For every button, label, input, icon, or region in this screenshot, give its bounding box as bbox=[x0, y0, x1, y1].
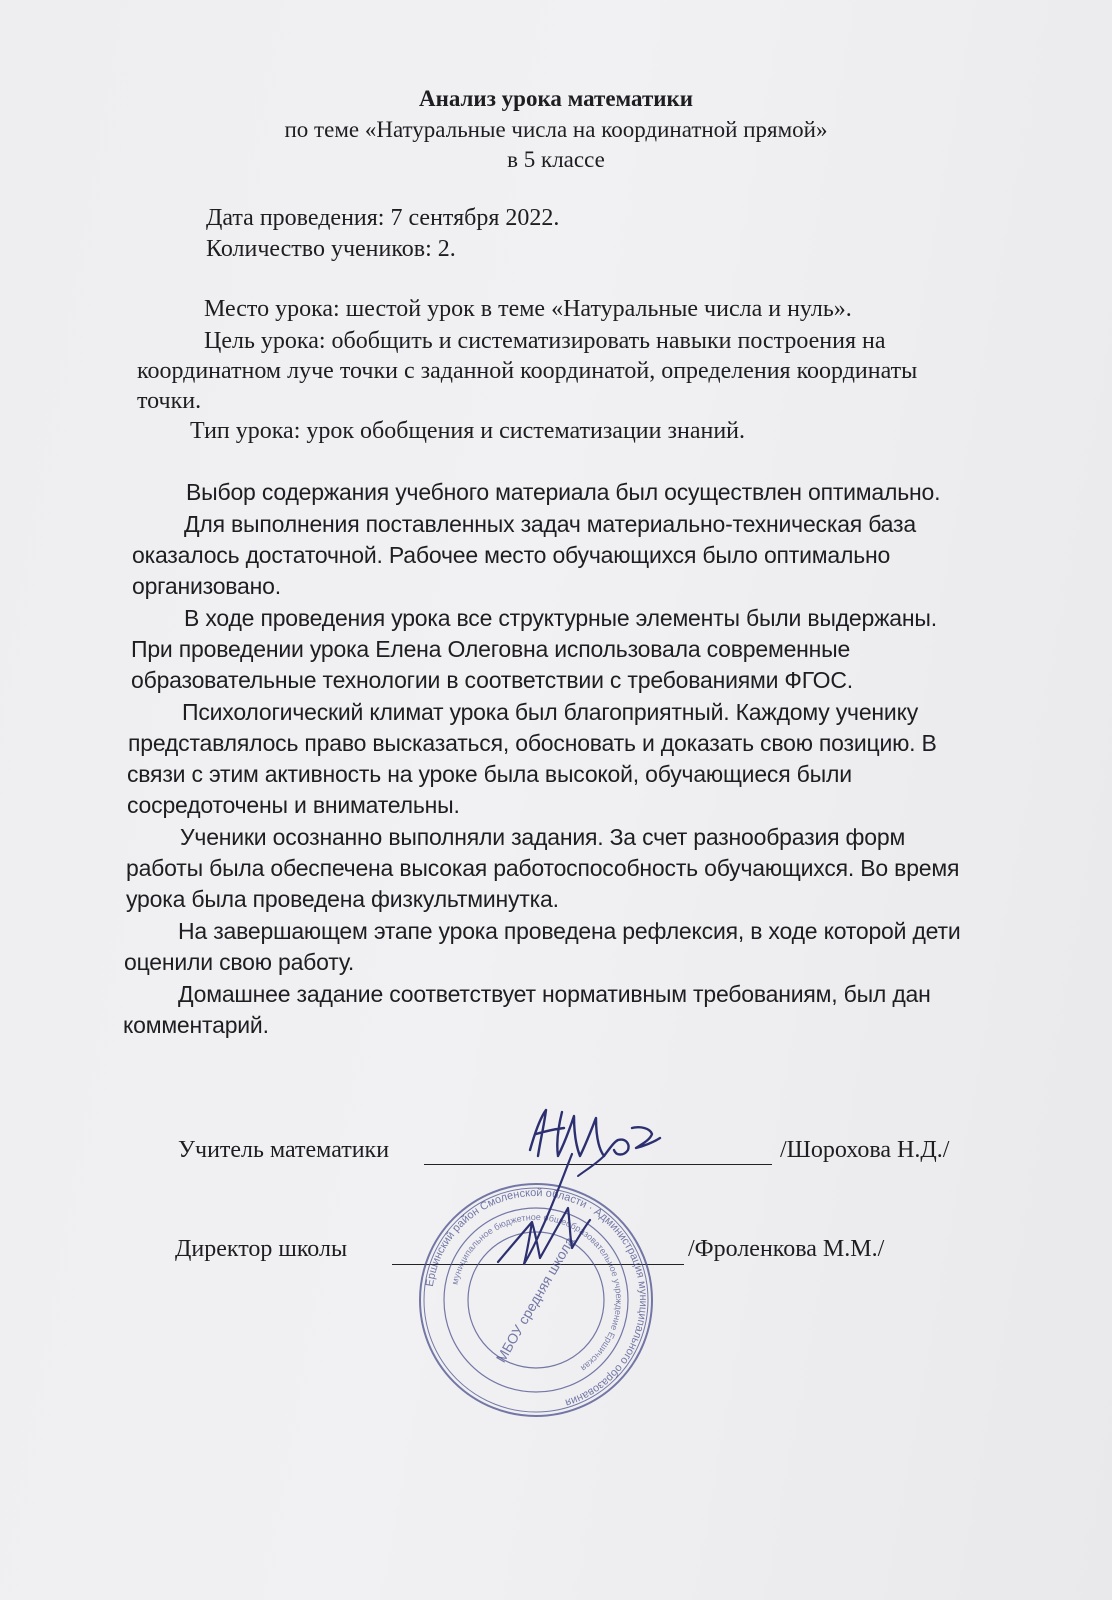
teacher-name: /Шорохова Н.Д./ bbox=[780, 1137, 950, 1163]
paragraph-line: работы была обеспечена высокая работоспособность обучающихся. Во время bbox=[126, 855, 960, 881]
director-label: Директор школы bbox=[175, 1236, 348, 1262]
paragraph-line: урока была проведена физкультминутка. bbox=[126, 886, 559, 912]
paragraph-line: Психологический климат урока был благоприятный. Каждому ученику bbox=[182, 699, 919, 725]
stamp-middle-text: муниципальное бюджетное общеобразовательное учреждение Ершичская bbox=[449, 1211, 625, 1374]
paragraph-line: В ходе проведения урока все структурные элементы были выдержаны. bbox=[184, 605, 937, 631]
paragraph-line: образовательные технологии в соответствии с требованиями ФГОС. bbox=[131, 667, 853, 693]
paragraph-line: связи с этим активность на уроке была высокой, обучающиеся были bbox=[127, 761, 852, 787]
place-line: Место урока: шестой урок в теме «Натуральные числа и нуль». bbox=[204, 296, 852, 322]
document-subtitle: по теме «Натуральные числа на координатной прямой» bbox=[284, 117, 828, 142]
date-line: Дата проведения: 7 сентября 2022. bbox=[206, 205, 560, 231]
paragraph-line: Выбор содержания учебного материала был осуществлен оптимально. bbox=[186, 479, 941, 505]
document-grade: в 5 классе bbox=[507, 147, 605, 172]
teacher-label: Учитель математики bbox=[178, 1137, 390, 1163]
stamp-inner-text: МБОУ средняя школа bbox=[492, 1233, 578, 1366]
paragraph-line: При проведении урока Елена Олеговна использовала современные bbox=[131, 636, 851, 662]
goal-line: точки. bbox=[137, 388, 202, 414]
stamp-outer-text: Ершинский район Смоленской области · Администрация муниципального образования bbox=[423, 1186, 650, 1409]
paragraph-line: Для выполнения поставленных задач материально-техническая база bbox=[184, 511, 916, 537]
paragraph-line: представлялось право высказаться, обосновать и доказать свою позицию. В bbox=[128, 730, 937, 756]
director-name: /Фроленкова М.М./ bbox=[688, 1236, 885, 1262]
paragraph-line: организовано. bbox=[132, 573, 281, 599]
director-signature bbox=[484, 1150, 604, 1290]
paragraph-line: оказалось достаточной. Рабочее место обучающихся было оптимально bbox=[132, 542, 891, 568]
goal-line: координатном луче точки с заданной координатой, определения координаты bbox=[137, 358, 918, 384]
paragraph-line: оценили свою работу. bbox=[124, 949, 355, 975]
document-title: Анализ урока математики bbox=[418, 86, 694, 111]
lesson-type-line: Тип урока: урок обобщения и систематизации знаний. bbox=[190, 418, 745, 444]
paragraph-line: сосредоточены и внимательны. bbox=[127, 792, 460, 818]
paragraph-line: комментарий. bbox=[123, 1012, 269, 1038]
students-line: Количество учеников: 2. bbox=[206, 236, 456, 262]
paragraph-line: Ученики осознанно выполняли задания. За счет разнообразия форм bbox=[180, 824, 906, 850]
paragraph-line: Домашнее задание соответствует нормативным требованиям, был дан bbox=[178, 981, 931, 1007]
paragraph-line: На завершающем этапе урока проведена рефлексия, в ходе которой дети bbox=[178, 918, 961, 944]
goal-line: Цель урока: обобщить и систематизировать навыки построения на bbox=[204, 328, 886, 354]
